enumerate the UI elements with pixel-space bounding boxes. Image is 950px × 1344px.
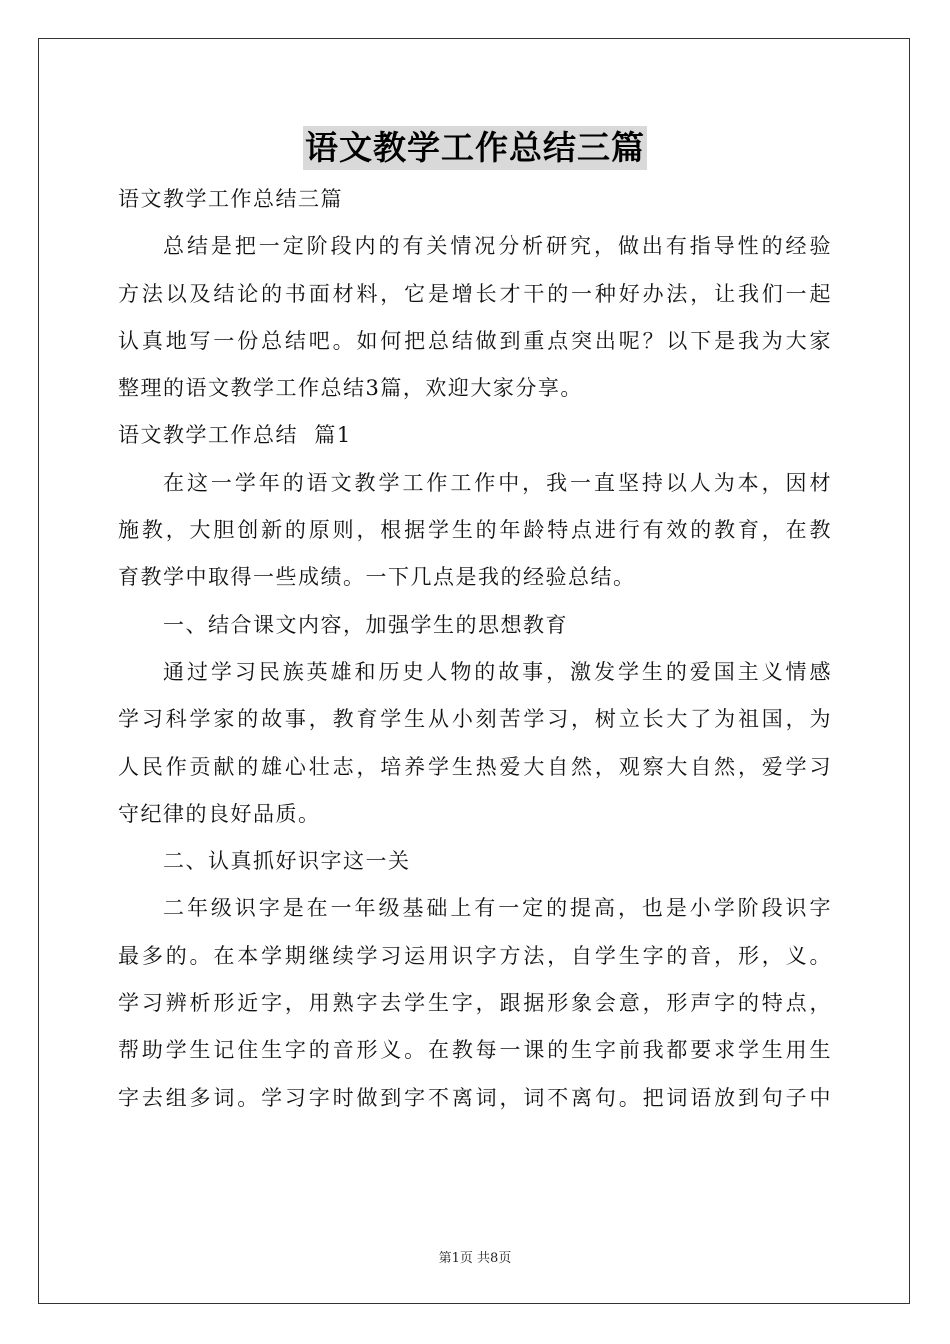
page-footer: 第1页 共8页 bbox=[438, 1251, 512, 1266]
text-line: 学习辨析形近字，用熟字去学生字，跟据形象会意，形声字的特点， bbox=[118, 991, 832, 1016]
title-wrap bbox=[0, 126, 950, 170]
text-line: 守纪律的良好品质。 bbox=[118, 801, 321, 826]
text-line: 二、认真抓好识字这一关 bbox=[163, 849, 411, 874]
text-line: 帮助学生记住生字的音形义。在教每一课的生字前我都要求学生用生 bbox=[118, 1038, 832, 1063]
text-line: 方法以及结论的书面材料，它是增长才干的一种好办法，让我们一起 bbox=[118, 281, 832, 306]
text-line: 通过学习民族英雄和历史人物的故事，激发学生的爱国主义情感 bbox=[163, 659, 832, 684]
text-line: 一、结合课文内容，加强学生的思想教育 bbox=[163, 612, 568, 637]
document-title: 语文教学工作总结三篇 bbox=[303, 126, 647, 170]
text-line: 认真地写一份总结吧。如何把总结做到重点突出呢？以下是我为大家 bbox=[118, 328, 832, 353]
text-line: 语文教学工作总结 篇1 bbox=[118, 423, 352, 448]
document-body bbox=[118, 176, 832, 1122]
text-line: 学习科学家的故事，教育学生从小刻苦学习，树立长大了为祖国，为 bbox=[118, 707, 832, 732]
text-line: 育教学中取得一些成绩。一下几点是我的经验总结。 bbox=[118, 565, 636, 590]
text-line: 最多的。在本学期继续学习运用识字方法，自学生字的音，形，义。 bbox=[118, 943, 832, 968]
text-line: 整理的语文教学工作总结3篇，欢迎大家分享。 bbox=[118, 376, 583, 401]
text-line: 施教，大胆创新的原则，根据学生的年龄特点进行有效的教育，在教 bbox=[118, 518, 832, 543]
text-line: 语文教学工作总结三篇 bbox=[118, 187, 343, 211]
text-line: 人民作贡献的雄心壮志，培养学生热爱大自然，观察大自然，爱学习 bbox=[118, 754, 832, 779]
text-line: 字去组多词。学习字时做到字不离词，词不离句。把词语放到句子中 bbox=[118, 1085, 832, 1110]
text-line: 总结是把一定阶段内的有关情况分析研究，做出有指导性的经验 bbox=[163, 234, 832, 259]
text-line: 在这一学年的语文教学工作工作中，我一直坚持以人为本，因材 bbox=[163, 470, 832, 495]
text-line: 二年级识字是在一年级基础上有一定的提高，也是小学阶段识字 bbox=[163, 896, 832, 921]
